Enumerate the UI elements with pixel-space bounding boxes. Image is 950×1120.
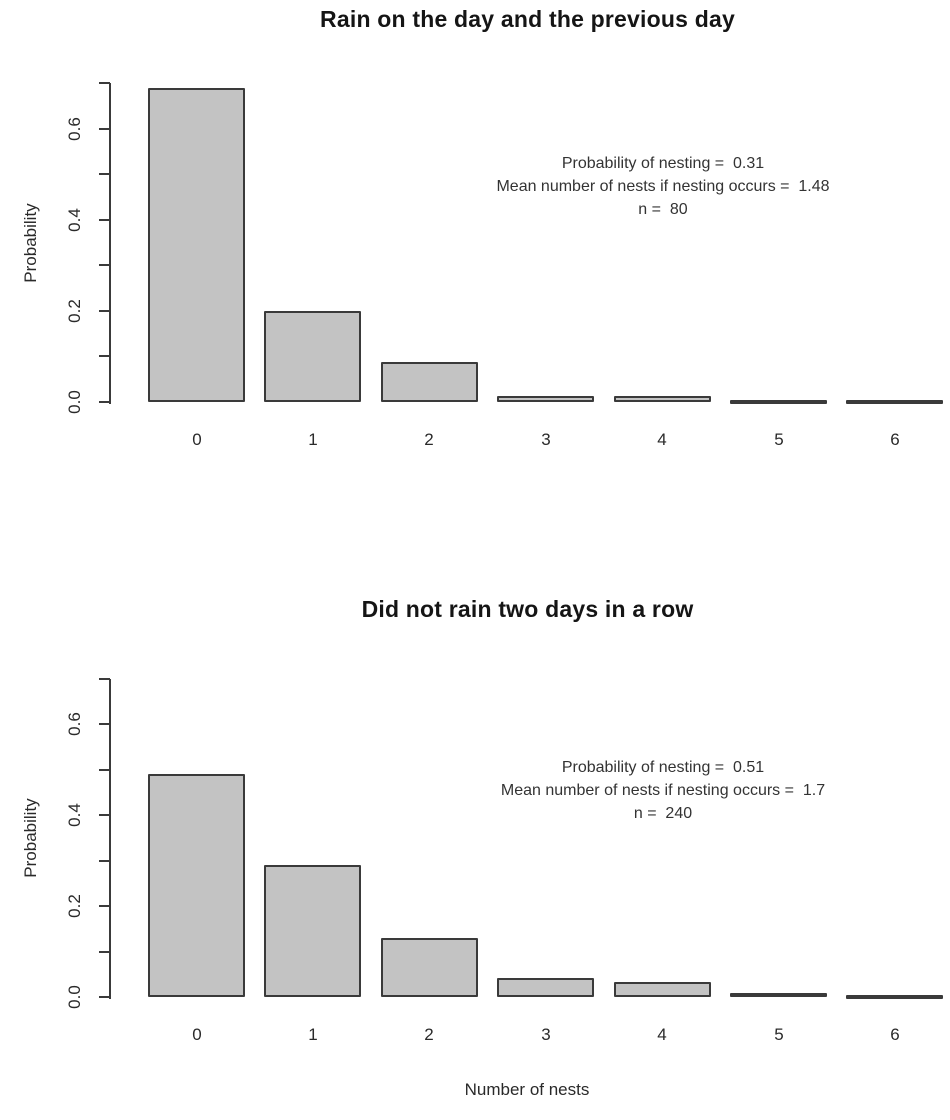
x-category-label: 1 bbox=[308, 430, 318, 449]
y-tick-label: 0.0 bbox=[65, 985, 84, 1009]
x-category-label: 5 bbox=[774, 430, 784, 449]
bar-nests-5 bbox=[730, 993, 827, 997]
x-category-label: 4 bbox=[657, 430, 667, 449]
y-axis-tick bbox=[99, 905, 110, 907]
bar-nests-4 bbox=[614, 982, 711, 997]
y-axis-tick bbox=[99, 219, 110, 221]
y-axis-tick bbox=[99, 723, 110, 725]
y-axis-tick bbox=[99, 678, 110, 680]
chart-title: Rain on the day and the previous day bbox=[320, 6, 735, 32]
y-axis-tick bbox=[99, 814, 110, 816]
y-tick-label: 0.0 bbox=[65, 390, 84, 414]
y-axis-title: Probability bbox=[21, 798, 40, 878]
chart-no-rain-two-days bbox=[0, 560, 950, 1120]
y-axis-tick bbox=[99, 264, 110, 266]
x-category-label: 0 bbox=[192, 430, 202, 449]
bar-nests-5 bbox=[730, 400, 827, 404]
bar-nests-6 bbox=[846, 995, 943, 999]
bar-nests-3 bbox=[497, 978, 594, 997]
y-axis-tick bbox=[99, 310, 110, 312]
x-category-label: 1 bbox=[308, 1025, 318, 1044]
y-axis-tick bbox=[99, 355, 110, 357]
x-category-label: 5 bbox=[774, 1025, 784, 1044]
bar-nests-1 bbox=[264, 311, 361, 402]
bar-nests-2 bbox=[381, 938, 478, 997]
x-category-label: 6 bbox=[890, 1025, 900, 1044]
y-axis-tick bbox=[99, 401, 110, 403]
y-axis-title: Probability bbox=[21, 202, 40, 283]
y-tick-label: 0.2 bbox=[65, 299, 84, 323]
x-category-label: 6 bbox=[890, 430, 900, 449]
y-axis-tick bbox=[99, 82, 110, 84]
stats-annotation bbox=[496, 152, 829, 221]
stats-annotation-line: n = 80 bbox=[638, 201, 688, 218]
y-axis-tick bbox=[99, 951, 110, 953]
stats-annotation-line: Probability of nesting = 0.31 bbox=[561, 155, 765, 172]
x-axis-title: Number of nests bbox=[464, 1080, 590, 1099]
y-axis-tick bbox=[99, 769, 110, 771]
y-axis-tick bbox=[99, 128, 110, 130]
y-axis-tick bbox=[99, 860, 110, 862]
bar-nests-3 bbox=[497, 396, 594, 402]
x-category-label: 3 bbox=[541, 430, 551, 449]
bar-nests-0 bbox=[148, 774, 245, 997]
bar-nests-4 bbox=[614, 396, 711, 402]
y-tick-label: 0.4 bbox=[65, 207, 84, 232]
x-category-label: 4 bbox=[657, 1025, 667, 1044]
bar-nests-0 bbox=[148, 88, 245, 402]
chart-title: Did not rain two days in a row bbox=[361, 596, 694, 622]
stats-annotation-line: Mean number of nests if nesting occurs = 1.48 bbox=[496, 178, 830, 195]
x-category-label: 2 bbox=[424, 430, 434, 449]
bar-nests-1 bbox=[264, 865, 361, 997]
bar-nests-2 bbox=[381, 362, 478, 402]
stats-annotation bbox=[501, 756, 825, 825]
y-tick-label: 0.6 bbox=[65, 116, 84, 141]
stats-annotation-line: Mean number of nests if nesting occurs = 1.7 bbox=[500, 782, 826, 799]
stats-annotation-line: n = 240 bbox=[633, 805, 693, 822]
x-category-label: 2 bbox=[424, 1025, 434, 1044]
y-axis-tick bbox=[99, 173, 110, 175]
y-tick-label: 0.6 bbox=[65, 712, 84, 737]
x-category-label: 0 bbox=[192, 1025, 202, 1044]
y-tick-label: 0.4 bbox=[65, 803, 84, 828]
stats-annotation-line: Probability of nesting = 0.51 bbox=[561, 759, 765, 776]
y-tick-label: 0.2 bbox=[65, 894, 84, 918]
x-category-label: 3 bbox=[541, 1025, 551, 1044]
bar-nests-6 bbox=[846, 400, 943, 404]
y-axis-tick bbox=[99, 996, 110, 998]
